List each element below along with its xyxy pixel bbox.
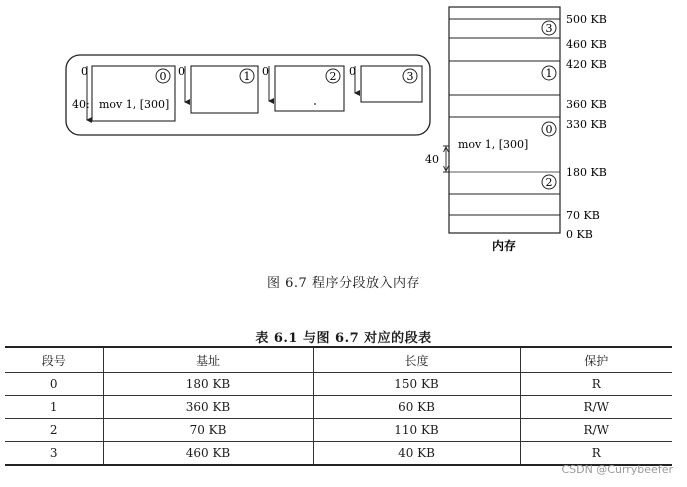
cell-segment-number: 0 xyxy=(49,377,58,391)
program-outline xyxy=(66,55,430,135)
memory-offset-label: 40 xyxy=(425,153,439,166)
header-base: 基址 xyxy=(103,347,313,373)
cell-segment-number: 2 xyxy=(49,423,58,437)
figure-caption: 图 6.7 程序分段放入内存 xyxy=(267,276,420,291)
memory-diagram xyxy=(425,7,607,253)
cell-length: 110 KB xyxy=(313,419,520,442)
cell-protection: R/W xyxy=(520,396,672,419)
segment-0-instr-offset: 40: xyxy=(72,98,90,111)
program-segment-2 xyxy=(262,65,344,111)
address-label-360: 360 KB xyxy=(566,98,607,111)
table-row xyxy=(5,419,672,442)
program-segment-1 xyxy=(178,65,258,113)
header-segment-number: 段号 xyxy=(41,353,66,368)
program-segment-0 xyxy=(72,65,175,121)
table-row xyxy=(5,396,672,419)
table-header-row xyxy=(5,347,672,373)
cell-length: 60 KB xyxy=(313,396,520,419)
header-length: 长度 xyxy=(313,347,520,373)
address-label-420: 420 KB xyxy=(566,58,607,71)
memory-segment-2-label: 2 xyxy=(545,176,553,189)
cell-base: 70 KB xyxy=(103,419,313,442)
cell-protection: R xyxy=(520,373,672,396)
memory-title: 内存 xyxy=(491,239,517,253)
memory-segment-0-label: 0 xyxy=(545,123,553,136)
address-label-180: 180 KB xyxy=(566,166,607,179)
address-label-500: 500 KB xyxy=(566,13,607,26)
segment-1-top-offset: 0 xyxy=(178,65,185,78)
cell-segment-number: 3 xyxy=(49,446,58,460)
cell-protection: R xyxy=(520,442,672,466)
program-segments xyxy=(66,55,430,135)
memory-segment-1-label: 1 xyxy=(545,67,553,80)
cell-segment-number: 1 xyxy=(49,400,58,414)
segment-2-badge-label: 2 xyxy=(329,70,337,83)
memory-outline xyxy=(449,7,560,233)
segment-3-badge-label: 3 xyxy=(406,70,414,83)
segment-0-instruction: mov 1, [300] xyxy=(99,98,170,111)
memory-segment-3-label: 3 xyxy=(545,22,553,35)
watermark: CSDN @Currybeefer xyxy=(561,463,673,476)
segment-2-dot xyxy=(314,103,316,105)
table-row xyxy=(5,373,672,396)
cell-base: 460 KB xyxy=(103,442,313,466)
cell-base: 180 KB xyxy=(103,373,313,396)
cell-length: 150 KB xyxy=(313,373,520,396)
memory-instruction: mov 1, [300] xyxy=(458,138,529,151)
segment-0-badge-label: 0 xyxy=(159,70,167,83)
table-row xyxy=(5,442,672,466)
cell-protection: R/W xyxy=(520,419,672,442)
header-protection: 保护 xyxy=(520,347,672,373)
program-segment-3 xyxy=(349,65,422,102)
cell-length: 40 KB xyxy=(313,442,520,466)
segment-2-top-offset: 0 xyxy=(262,65,269,78)
cell-base: 360 KB xyxy=(103,396,313,419)
address-label-460: 460 KB xyxy=(566,38,607,51)
segment-table xyxy=(5,346,672,466)
address-label-0: 0 KB xyxy=(566,228,593,241)
address-label-70: 70 KB xyxy=(566,209,600,222)
table-caption: 表 6.1 与图 6.7 对应的段表 xyxy=(255,331,432,346)
address-label-330: 330 KB xyxy=(566,118,607,131)
segment-3-top-offset: 0 xyxy=(349,65,356,78)
segment-0-top-offset: 0 xyxy=(81,65,88,78)
segment-1-badge-label: 1 xyxy=(243,70,251,83)
